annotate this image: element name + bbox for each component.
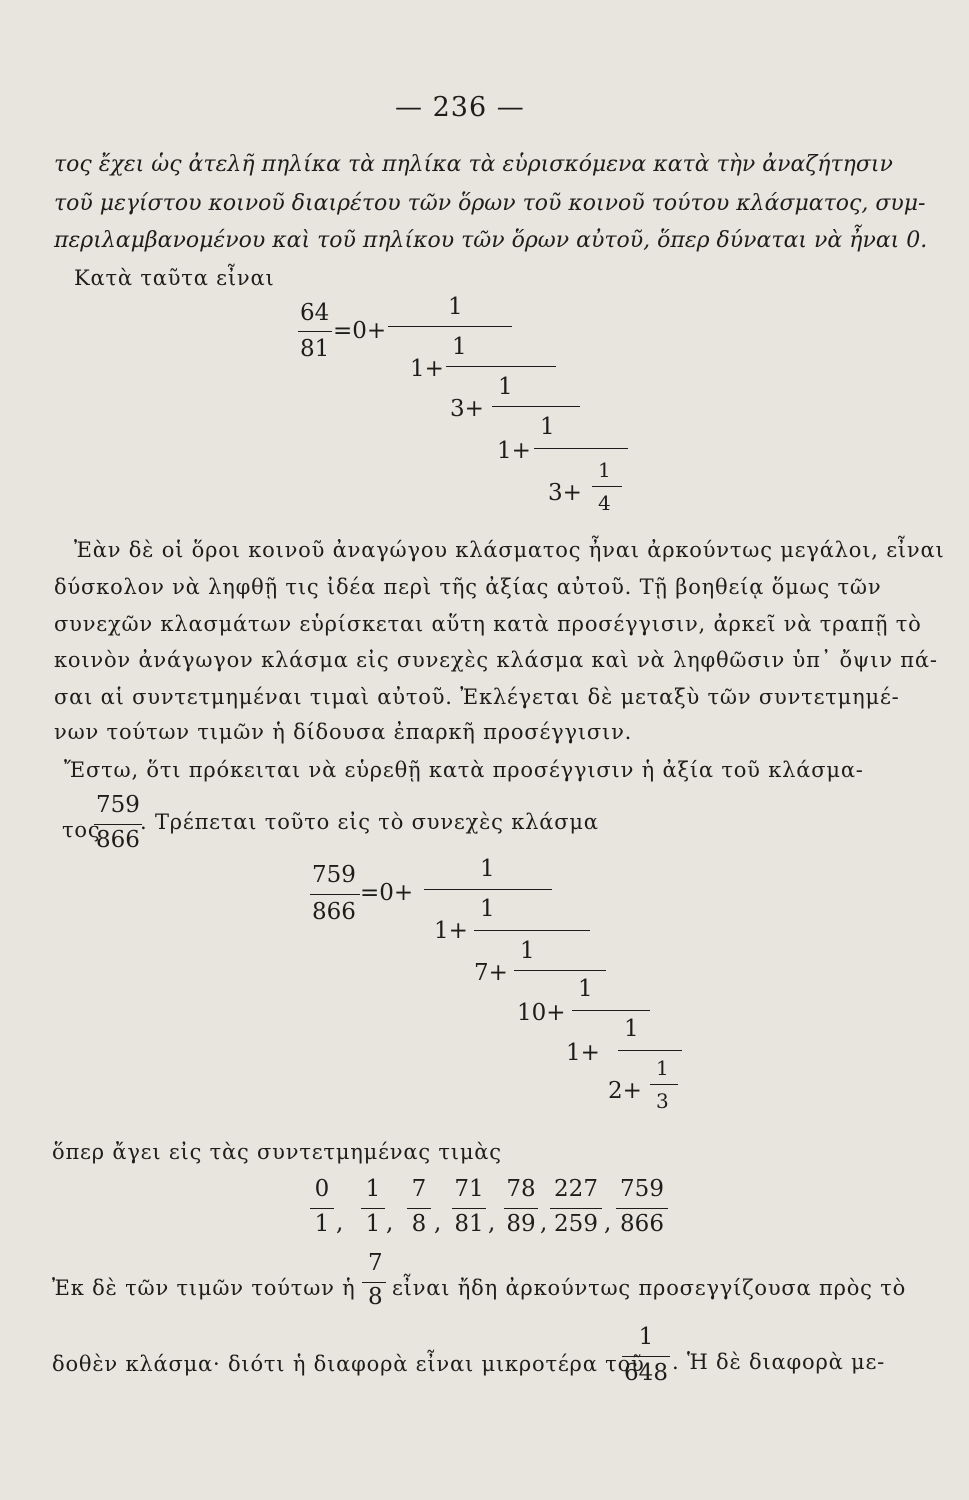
frac-numerator: 759 bbox=[96, 792, 140, 818]
fraction-bar bbox=[474, 930, 590, 931]
text-line: περιλαμβανομένου καὶ τοῦ πηλίκου τῶν ὅρων αὐτοῦ, ὅπερ δύναται νὰ ἦναι 0. bbox=[54, 228, 928, 253]
text-line: Ἐκ δὲ τῶν τιμῶν τούτων ἡ bbox=[52, 1276, 356, 1300]
fraction-bar bbox=[388, 326, 512, 327]
fraction-bar bbox=[424, 889, 552, 890]
conv-num: 78 bbox=[506, 1176, 536, 1202]
frac-denominator: 866 bbox=[96, 827, 140, 853]
conv-sep: , bbox=[540, 1210, 548, 1236]
conv-num: 227 bbox=[554, 1176, 598, 1202]
cf1-equals: =0+ bbox=[333, 318, 387, 344]
conv-den: 1 bbox=[365, 1211, 381, 1237]
cf1-one: 1 bbox=[452, 334, 467, 360]
fraction-bar bbox=[616, 1208, 668, 1209]
fraction-bar bbox=[650, 1084, 678, 1085]
text-line: δοθὲν κλάσμα· διότι ἡ διαφορὰ εἶναι μικροτέρα τοῦ bbox=[52, 1352, 645, 1376]
fraction-bar bbox=[550, 1208, 602, 1209]
text-line: εἶναι ἤδη ἀρκούντως προσεγγίζουσα πρὸς τὸ bbox=[392, 1276, 907, 1300]
cf2-denominator: 866 bbox=[312, 899, 356, 925]
cf1-one: 1 bbox=[598, 458, 611, 482]
conv-sep: , bbox=[336, 1210, 344, 1236]
fraction-bar bbox=[618, 1050, 682, 1051]
fraction-bar bbox=[504, 1208, 538, 1209]
fraction-bar bbox=[452, 1208, 486, 1209]
cf2-term: 10+ bbox=[517, 1000, 566, 1026]
conv-num: 7 bbox=[411, 1176, 427, 1202]
conv-den: 8 bbox=[411, 1211, 427, 1237]
cf2-one: 1 bbox=[656, 1056, 669, 1080]
conv-num: 0 bbox=[314, 1176, 330, 1202]
conv-den: 1 bbox=[314, 1211, 330, 1237]
conv-den: 866 bbox=[620, 1211, 664, 1237]
fraction-bar bbox=[572, 1010, 650, 1011]
text-word: τος bbox=[62, 818, 101, 842]
fraction-bar bbox=[310, 1208, 334, 1209]
conv-sep: , bbox=[488, 1210, 496, 1236]
cf2-one: 1 bbox=[480, 896, 495, 922]
cf1-last-denominator: 4 bbox=[598, 491, 611, 515]
fraction-bar bbox=[298, 331, 332, 332]
fraction-bar bbox=[514, 970, 606, 971]
cf1-term: 3+ bbox=[548, 480, 582, 506]
fraction-bar bbox=[362, 1282, 386, 1283]
text-line: συνεχῶν κλασμάτων εὑρίσκεται αὕτη κατὰ προσέγγισιν, ἀρκεῖ νὰ τραπῇ τὸ bbox=[54, 612, 922, 636]
conv-sep: , bbox=[604, 1210, 612, 1236]
cf2-one: 1 bbox=[520, 938, 535, 964]
fraction-bar bbox=[361, 1208, 385, 1209]
cf2-term: 2+ bbox=[608, 1078, 642, 1104]
text-line: δύσκολον νὰ ληφθῇ τις ἰδέα περὶ τῆς ἀξίας αὐτοῦ. Τῇ βοηθείᾳ ὅμως τῶν bbox=[54, 575, 882, 599]
cf2-numerator: 759 bbox=[312, 862, 356, 888]
text-line: . Ἡ δὲ διαφορὰ με- bbox=[672, 1350, 886, 1374]
text-line: Ἔστω, ὅτι πρόκειται νὰ εὑρεθῇ κατὰ προσέγγισιν ἡ ἀξία τοῦ κλάσμα- bbox=[64, 758, 864, 782]
conv-sep: , bbox=[434, 1210, 442, 1236]
fraction-bar bbox=[592, 486, 622, 487]
cf2-one: 1 bbox=[578, 976, 593, 1002]
frac-denominator: 8 bbox=[368, 1284, 383, 1310]
cf2-one: 1 bbox=[624, 1016, 639, 1042]
conv-num: 1 bbox=[365, 1176, 381, 1202]
conv-den: 259 bbox=[554, 1211, 598, 1237]
cf2-one: 1 bbox=[480, 856, 495, 882]
cf1-one: 1 bbox=[540, 414, 555, 440]
conv-num: 71 bbox=[454, 1176, 484, 1202]
cf1-numerator: 64 bbox=[300, 300, 330, 326]
text-line: Ἐὰν δὲ οἱ ὅροι κοινοῦ ἀναγώγου κλάσματος ἦναι ἀρκούντως μεγάλοι, εἶναι bbox=[74, 538, 945, 562]
cf1-denominator: 81 bbox=[300, 336, 330, 362]
cf1-one: 1 bbox=[498, 374, 513, 400]
frac-numerator: 1 bbox=[638, 1324, 654, 1350]
fraction-bar bbox=[310, 894, 360, 895]
frac-numerator: 7 bbox=[368, 1250, 383, 1276]
cf2-last-denominator: 3 bbox=[656, 1089, 669, 1113]
conv-sep: , bbox=[386, 1210, 394, 1236]
text-line: ὅπερ ἄγει εἰς τὰς συντετμημένας τιμὰς bbox=[52, 1140, 502, 1164]
cf2-term: 1+ bbox=[434, 918, 468, 944]
fraction-bar bbox=[622, 1356, 670, 1357]
fraction-bar bbox=[492, 406, 580, 407]
text-line: σαι αἱ συντετμημέναι τιμαὶ αὐτοῦ. Ἐκλέγεται δὲ μεταξὺ τῶν συντετμημέ- bbox=[54, 685, 900, 709]
conv-den: 81 bbox=[454, 1211, 484, 1237]
text-line: τοῦ μεγίστου κοινοῦ διαιρέτου τῶν ὅρων τοῦ κοινοῦ τούτου κλάσματος, συμ- bbox=[54, 191, 926, 216]
page-number: — 236 — bbox=[395, 92, 525, 123]
cf2-term: 1+ bbox=[566, 1040, 600, 1066]
fraction-bar bbox=[407, 1208, 431, 1209]
cf1-one: 1 bbox=[448, 294, 463, 320]
conv-den: 89 bbox=[506, 1211, 536, 1237]
text-line: Κατὰ ταῦτα εἶναι bbox=[74, 266, 275, 290]
cf1-term: 3+ bbox=[450, 396, 484, 422]
cf1-term: 1+ bbox=[497, 438, 531, 464]
conv-num: 759 bbox=[620, 1176, 664, 1202]
cf2-term: 7+ bbox=[474, 960, 508, 986]
fraction-bar bbox=[94, 824, 142, 825]
cf2-equals: =0+ bbox=[360, 880, 414, 906]
text-line: τος ἔχει ὡς ἀτελῆ πηλίκα τὰ πηλίκα τὰ εὑρισκόμενα κατὰ τὴν ἀναζήτησιν bbox=[54, 152, 893, 177]
cf1-term: 1+ bbox=[410, 356, 444, 382]
text-line: . Τρέπεται τοῦτο εἰς τὸ συνεχὲς κλάσμα bbox=[140, 810, 599, 834]
fraction-bar bbox=[534, 448, 628, 449]
fraction-bar bbox=[446, 366, 556, 367]
frac-denominator: 648 bbox=[624, 1360, 668, 1386]
text-line: κοινὸν ἀνάγωγον κλάσμα εἰς συνεχὲς κλάσμα καὶ νὰ ληφθῶσιν ὑπ᾽ ὄψιν πά- bbox=[54, 648, 938, 672]
text-line: νων τούτων τιμῶν ἡ δίδουσα ἐπαρκῆ προσέγγισιν. bbox=[54, 720, 633, 744]
